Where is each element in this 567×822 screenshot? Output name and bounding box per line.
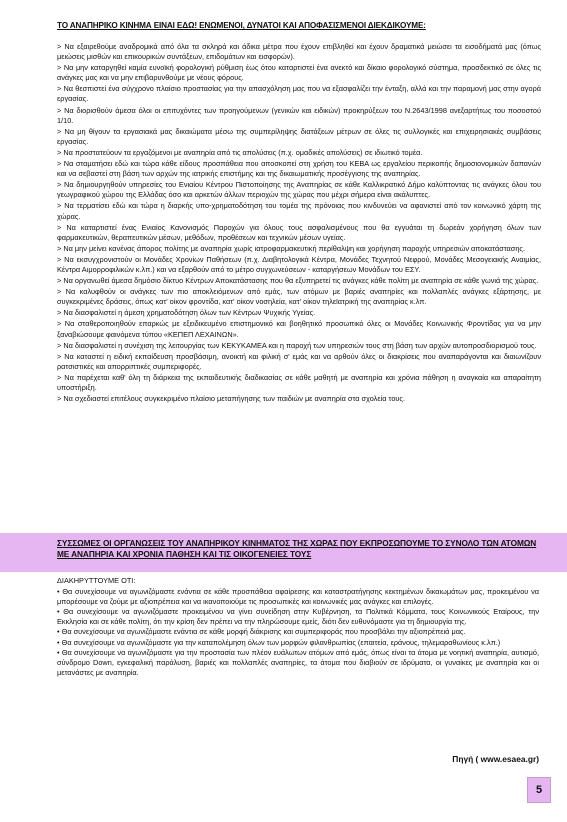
section-heading: ΤΟ ΑΝΑΠΗΡΙΚΟ ΚΙΝΗΜΑ ΕΙΝΑΙ ΕΔΩ! ΕΝΩΜΕΝΟΙ, ΔΥΝΑΤΟΙ ΚΑΙ ΑΠΟΦΑΣΙΣΜΕΝΟΙ ΔΙΕΚΔΙΚΟΥΜΕ: xyxy=(57,21,426,30)
demand-item: > Να θεσπιστεί ένα σύγχρονο πλαίσιο προστασίας για την απασχόληση μας που να εξασφαλίζει την ένταξη, αλλά και την παραμονή μας στην αγορά εργασίας. xyxy=(57,84,541,104)
demand-item: > Να εκσυγχρονιστούν οι Μονάδες Χρονίων Παθήσεων (π.χ. Διαβητολογικά Κέντρα, Μονάδες Τεχνητού Νεφρού, Μονάδες Μεσογειακής Αναιμίας, Κέντρα Αιμορροφιλικών κ.λπ.) και να εξαρθούν από το μέτρο συγχωνεύσεων - καταργήσεων Μονάδων του ΕΣΥ. xyxy=(57,254,541,274)
declaration-section xyxy=(57,576,539,678)
demand-item: > Να καλυφθούν οι ανάγκες των πιο αποκλειόμενων από εμάς, των ατόμων με βαριές αναπηρίες και πολλαπλές ανάγκες εξάρτησης, με συγκεκριμένες δράσεις, όπως κατ' οίκον φροντίδα, κατ' οίκον νοσηλεία, κατ' οίκον τηλεϊατρική της αναπηρίας κ.λπ. xyxy=(57,287,541,307)
demand-item: > Να σταματήσει εδώ και τώρα κάθε είδους προσπάθεια που αποσκοπεί στη χρήση του ΚΕΒΑ ως εργαλείου περικοπής δημοσιονομικών δαπανών και να σεβαστεί στη βάση των αρχών της ιατρικής επιστήμης και της δικαιωματικής προσέγγισης της αναπηρίας. xyxy=(57,159,541,179)
demand-item: > Να σχεδιαστεί επιτέλους συγκεκριμένο πλαίσιο μεταπήγησης των παιδιών με αναπηρία στα σχολεία τους. xyxy=(57,394,405,404)
demand-item: > Να διορισθούν άμεσα όλοι οι επιτυχόντες των προηγούμενων (γενικών και ειδικών) προκηρύξεων του Ν.2643/1998 ανεξαρτήτως του ποσοστού 1/10. xyxy=(57,105,541,125)
demands-list xyxy=(57,42,541,404)
demand-item: > Να διασφαλιστεί η άμεση χρηματοδότηση όλων των Κέντρων Ψυχικής Υγείας. xyxy=(57,308,316,318)
pledge-item: • Θα συνεχίσουμε να αγωνιζόμαστε προκειμένου να γίνει συνείδηση στην Κυβέρνηση, τα Πολιτικά Κόμματα, τους Κοινωνικούς Εταίρους, την Εκκλησία και σε κάθε πολίτη, ότι την κρίση δεν πρέπει να την πληρώσουμε εμείς, διότι δεν ευθυνόμαστε για τη δημιουργία της. xyxy=(57,607,539,627)
demand-item: > Να μην καταργηθεί καμία ευνοϊκή φορολογική ρύθμιση έως ότου καταρτιστεί ένα ανεκτό και δίκαιο φορολογικό σύστημα, προσδεκτικό σε όλες τις ανάγκες μας και να μην επιβαρυνθούμε με νέους φόρους. xyxy=(57,63,541,83)
demand-item: > Να σταθεροποιηθούν επαρκώς με εξειδικευμένο επιστημονικό και βοηθητικό προσωπικό όλες οι Μονάδες Κοινωνικής Φροντίδας για να μην ξαναβιώσουμε φαινόμενα τύπου «ΚΕΠΕΠ ΛΕΧΑΙΝΩΝ». xyxy=(57,319,541,339)
demand-item: > Να οργανωθεί άμεσα δημόσιο δίκτυο Κέντρων Αποκατάστασης που θα εξυπηρετεί τις ανάγκες κάθε πολίτη με αναπηρία σε κάθε γωνιά της χώρας. xyxy=(57,276,539,286)
demand-item: > Να καταστεί η ειδική εκπαίδευση προσβάσιμη, ανοικτή και φιλική σ' εμάς και να αρθούν όλες οι διακρίσεις που αναπαράγονται και διαιωνίζουν ρατσιστικές και απορριπτικές συμπεριφορές. xyxy=(57,351,541,371)
demands-section xyxy=(57,20,541,405)
pledge-item: • Θα συνεχίσουμε να αγωνιζόμαστε ενάντια σε κάθε προσπάθεια αφαίρεσης και καταστρατήγησης κεκτημένων δικαιωμάτων μας, προκειμένου να μπορέσουμε να ζούμε με αξιοπρέπεια και να ικανοποιούμε τις προσωπικές και κοινωνικές μας ανάγκες και επιλογές. xyxy=(57,587,539,607)
demand-item: > Να μη θίγουν τα εργασιακά μας δικαιώματα μέσω της συμπερίληψης διατάξεων μέτρων σε όλες τις συλλογικές και επιχειρησιακές συμβάσεις εργασίας. xyxy=(57,126,541,146)
pledge-item: • Θα συνεχίσουμε να αγωνιζόμαστε για την προστασία των πλέον ευάλωτων ατόμων από εμάς, όπως είναι τα άτομα με νοητική αναπηρία, αυτισμό, σύνδρομο Down, εγκεφαλική παράλυση, βαριές και πολλαπλές αναπηρίες, τα άτομα που διαβιούν σε ιδρύματα, οι γυναίκες με αναπηρία και οι μετανάστες με αναπηρία. xyxy=(57,647,539,677)
page-number: 5 xyxy=(527,777,551,803)
demand-item: > Να διασφαλιστεί η συνέχιση της λειτουργίας των ΚΕΚΥΚΑΜΕΑ και η παροχή των υπηρεσιών τους στη βάση των αρχών αυτοπροσδιορισμού τους. xyxy=(57,340,537,350)
demand-item: > Να καταρτιστεί ένας Ενιαίος Κανονισμός Παροχών για όλους τους ασφαλισμένους που θα εγγυάται τη δωρεάν χορήγηση όλων των φαρμακευτικών, θεραπευτικών μέσων, μεθόδων, προθέσεων και τεχνικών μέσων υγείας. xyxy=(57,222,541,242)
demand-item: > Να δημιουργηθούν υπηρεσίες του Ενιαίου Κέντρου Πιστοποίησης της Αναπηρίας σε κάθε Καλλικρατικό Δήμο καλύπτοντας τις ανάγκες όλου του γεωγραφικού χώρου της Ελλάδας όσο και αρκετών άλλων περιοχών της χώρας που μέχρι σήμερα είναι ακάλυπτες. xyxy=(57,180,541,200)
demand-item: > Να μην μείνει κανένας άπορος πολίτης με αναπηρία χωρίς ιατροφαρμακευτική περίθαλψη και χορήγηση παροχής υπηρεσιών αποκατάστασης. xyxy=(57,243,525,253)
demand-item: > Να εξαιρεθούμε αναδρομικά από όλα τα σκληρά και άδικα μέτρα που έχουν επιβληθεί και έχουν δραματικά μειώσει τα εισοδήματά μας (όπως μειώσεις μισθών και επικουρικών συντάξεων, επιδομάτων και εισφορών). xyxy=(57,42,541,62)
pledge-item: • Θα συνεχίσουμε να αγωνιζόμαστε για την καταπολέμηση όλων των μορφών φιλανθρωπίας (επαιτεία, εράνους, τηλεμαραθωνίους κ.λπ.) xyxy=(57,637,501,647)
demand-item: > Να προστατεύουν τα εργαζόμενοι με αναπηρία από τις απολύσεις (π.χ. ομαδικές απολύσεις) σε ιδιωτικό τομέα. xyxy=(57,147,423,157)
banner-title: ΣΥΣΣΩΜΕΣ ΟΙ ΟΡΓΑΝΩΣΕΙΣ ΤΟΥ ΑΝΑΠΗΡΙΚΟΥ ΚΙΝΗΜΑΤΟΣ ΤΗΣ ΧΩΡΑΣ ΠΟΥ ΕΚΠΡΟΣΩΠΟΥΜΕ ΤΟ ΣΥΝΟΛΟ ΤΩΝ ΑΤΟΜΩΝ ΜΕ ΑΝΑΠΗΡΙΑ ΚΑΙ ΧΡΟΝΙΑ ΠΑΘΗΣΗ ΚΑΙ ΤΙΣ ΟΙΚΟΓΕΝΕΙΕΣ ΤΟΥΣ xyxy=(57,538,537,559)
demand-item: > Να τερματίσει εδώ και τώρα η διαρκής υπο-χρηματοδότηση του τομέα της πρόνοιας που κινδυνεύει να αφανιστεί από τον κοινωνικό χάρτη της χώρας. xyxy=(57,201,541,221)
pledge-item: • Θα συνεχίσουμε να αγωνιζόμαστε ενάντια σε κάθε μορφή διάκρισης και συμπεριφοράς που προσβάλει την αξιοπρέπειά μας. xyxy=(57,627,466,637)
source-credit: Πηγή ( www.esaea.gr) xyxy=(452,754,539,764)
declaration-intro: ΔΙΑΚΗΡΥΤΤΟΥΜΕ ΟΤΙ: xyxy=(57,576,136,585)
demand-item: > Να παρέχεται καθ' όλη τη διάρκεια της εκπαιδευτικής διαδικασίας σε κάθε μαθητή με αναπηρία και χρόνια πάθηση η αναγκαία και απαραίτητη υποστήριξη. xyxy=(57,372,541,392)
